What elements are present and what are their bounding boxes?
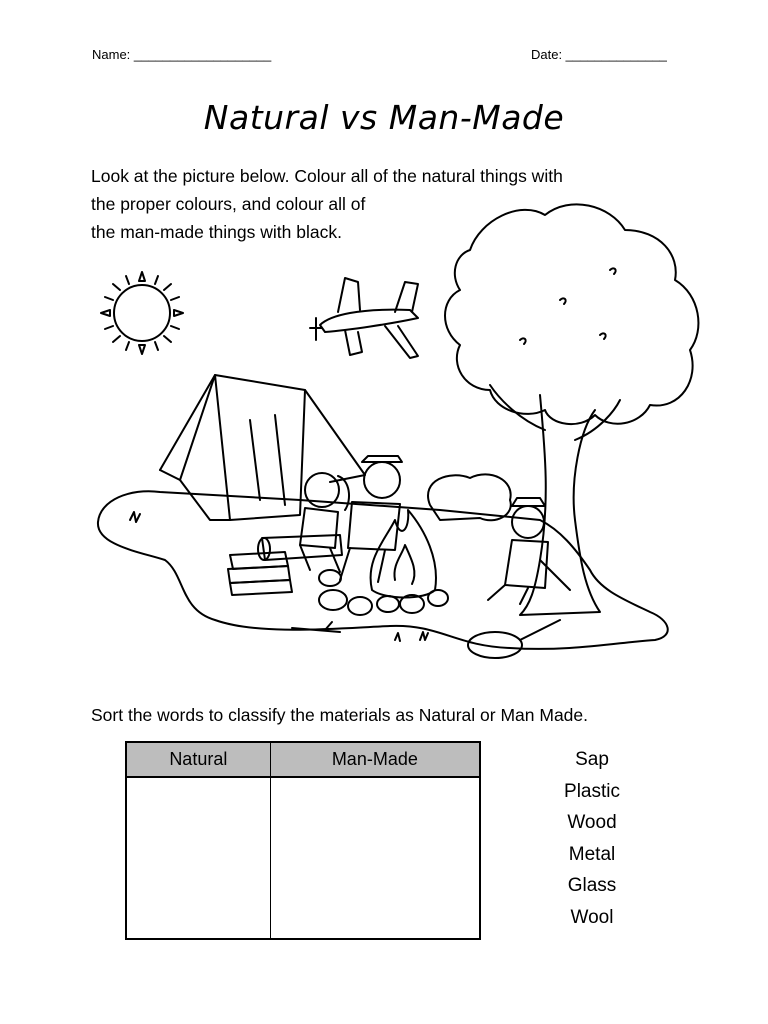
- boy-figure-icon: [340, 456, 402, 582]
- page-title: Natural vs Man-Made: [203, 98, 565, 137]
- old-man-figure-icon: [488, 498, 570, 604]
- sun-icon: [101, 272, 183, 354]
- date-field[interactable]: Date: ______________: [531, 47, 667, 62]
- word-sap: Sap: [575, 749, 609, 770]
- natural-column-header: Natural: [126, 742, 270, 777]
- airplane-icon: [310, 278, 418, 358]
- frying-pan-icon: [468, 620, 560, 658]
- word-bank: [540, 744, 644, 933]
- word-metal: Metal: [568, 843, 616, 865]
- word-glass: Glass: [567, 875, 617, 896]
- name-field[interactable]: Name: ___________________: [92, 47, 272, 62]
- camping-scene-illustration: [90, 195, 720, 675]
- man-made-column-cell[interactable]: [270, 777, 480, 939]
- rocks-icon: [319, 570, 448, 615]
- tree-icon: [445, 204, 698, 615]
- instruction-line-2: the proper colours, and colour all of: [91, 194, 366, 214]
- instruction-line-3: the man-made things with black.: [91, 222, 342, 242]
- word-plastic: Plastic: [564, 780, 620, 802]
- classification-table: [125, 741, 481, 940]
- instruction-line-1: Look at the picture below. Colour all of the natural things with: [91, 166, 563, 186]
- natural-column-cell[interactable]: [126, 777, 270, 939]
- man-made-column-header: Man-Made: [270, 742, 480, 777]
- word-wood: Wood: [567, 812, 617, 833]
- sort-instruction: Sort the words to classify the materials as Natural or Man Made.: [91, 705, 589, 725]
- campfire-icon: [371, 510, 436, 598]
- word-wool: Wool: [570, 906, 614, 928]
